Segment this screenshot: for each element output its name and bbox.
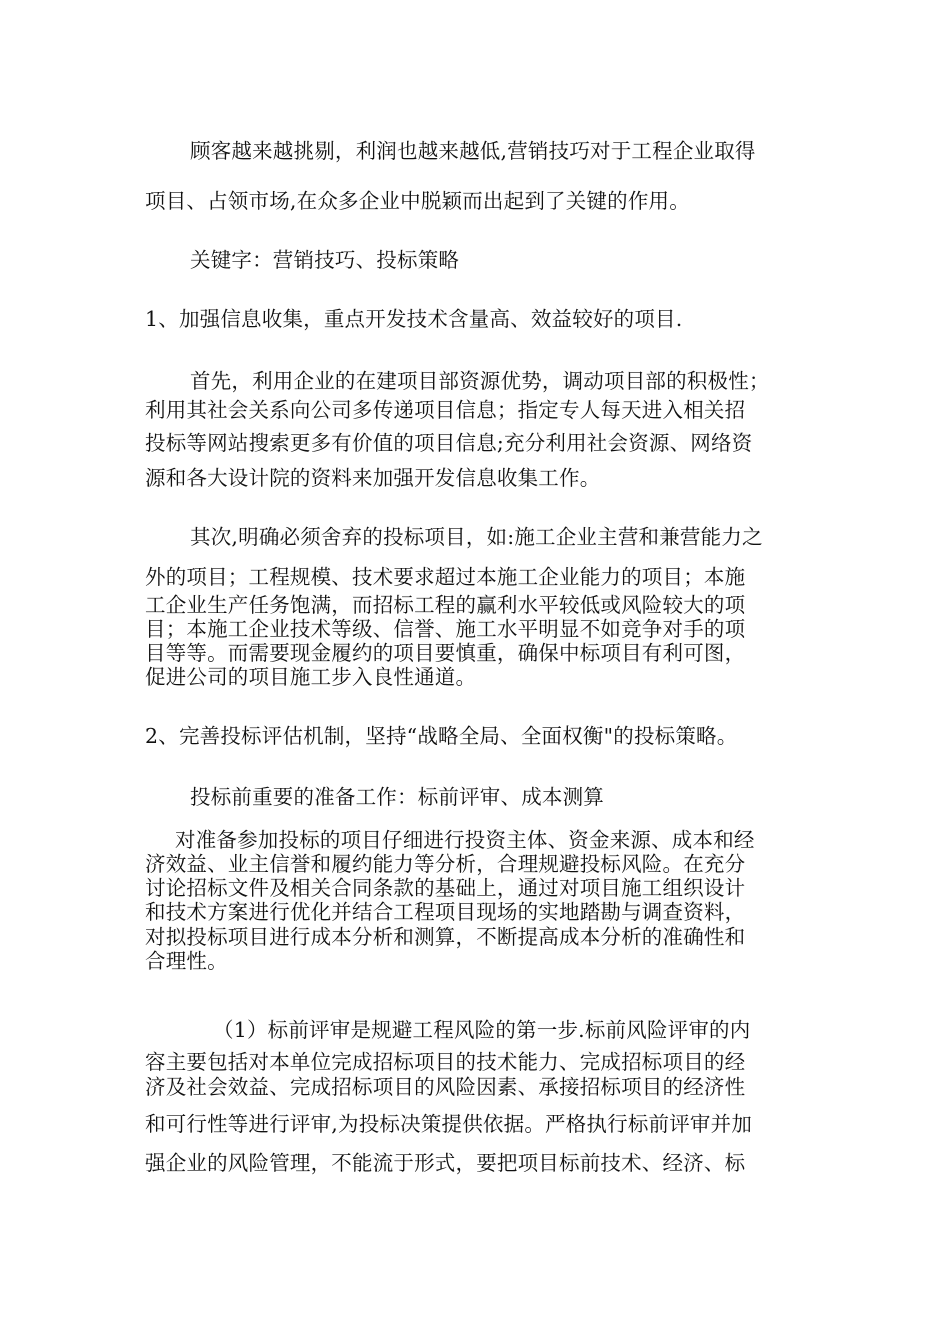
paragraph-line: 投标等网站搜索更多有价值的项目信息;充分利用社会资源、网络资 bbox=[145, 431, 753, 455]
paragraph-line: 和可行性等进行评审,为投标决策提供依据。严格执行标前评审并加 bbox=[145, 1112, 753, 1136]
paragraph-line: 项目、占领市场,在众多企业中脱颖而出起到了关键的作用。 bbox=[145, 189, 690, 213]
paragraph-line: 工企业生产任务饱满，而招标工程的赢利水平较低或风险较大的项 bbox=[145, 593, 746, 617]
paragraph-line: 对准备参加投标的项目仔细进行投资主体、资金来源、成本和经 bbox=[175, 828, 755, 852]
section-heading: 1、加强信息收集，重点开发技术含量高、效益较好的项目. bbox=[145, 307, 683, 331]
paragraph-line: 对拟投标项目进行成本分析和测算，不断提高成本分析的准确性和 bbox=[145, 925, 746, 949]
paragraph-line: 顾客越来越挑剔，利润也越来越低,营销技巧对于工程企业取得 bbox=[190, 139, 756, 163]
paragraph-line: 合理性。 bbox=[145, 949, 228, 973]
paragraph-line: 利用其社会关系向公司多传递项目信息；指定专人每天进入相关招 bbox=[145, 398, 746, 422]
paragraph-line: 外的项目；工程规模、技术要求超过本施工企业能力的项目；本施 bbox=[145, 565, 746, 589]
paragraph-line: 其次,明确必须舍弃的投标项目，如:施工企业主营和兼营能力之 bbox=[190, 525, 763, 549]
paragraph-line: 容主要包括对本单位完成招标项目的技术能力、完成招标项目的经 bbox=[145, 1050, 746, 1074]
paragraph-line: 济及社会效益、完成招标项目的风险因素、承接招标项目的经济性 bbox=[145, 1075, 746, 1099]
paragraph-line: 目等等。而需要现金履约的项目要慎重，确保中标项目有利可图， bbox=[145, 641, 746, 665]
paragraph-line: 和技术方案进行优化并结合工程项目现场的实地踏勘与调查资料， bbox=[145, 900, 746, 924]
paragraph-line: （1）标前评审是规避工程风险的第一步.标前风险评审的内 bbox=[213, 1018, 751, 1042]
paragraph-line: 源和各大设计院的资料来加强开发信息收集工作。 bbox=[145, 466, 601, 490]
keywords-line: 关键字：营销技巧、投标策略 bbox=[190, 248, 460, 272]
paragraph-line: 首先，利用企业的在建项目部资源优势，调动项目部的积极性； bbox=[190, 369, 770, 393]
paragraph-line: 目；本施工企业技术等级、信誉、施工水平明显不如竞争对手的项 bbox=[145, 617, 746, 641]
paragraph-line: 讨论招标文件及相关合同条款的基础上，通过对项目施工组织设计 bbox=[145, 876, 746, 900]
section-heading: 2、完善投标评估机制，坚持“战略全局、全面权衡"的投标策略。 bbox=[145, 724, 738, 748]
paragraph-line: 促进公司的项目施工步入良性通道。 bbox=[145, 665, 477, 689]
paragraph-line: 济效益、业主信誉和履约能力等分析，合理规避投标风险。在充分 bbox=[145, 852, 746, 876]
paragraph-line: 强企业的风险管理，不能流于形式，要把项目标前技术、经济、标 bbox=[145, 1151, 746, 1175]
paragraph-line: 投标前重要的准备工作：标前评审、成本测算 bbox=[190, 785, 604, 809]
